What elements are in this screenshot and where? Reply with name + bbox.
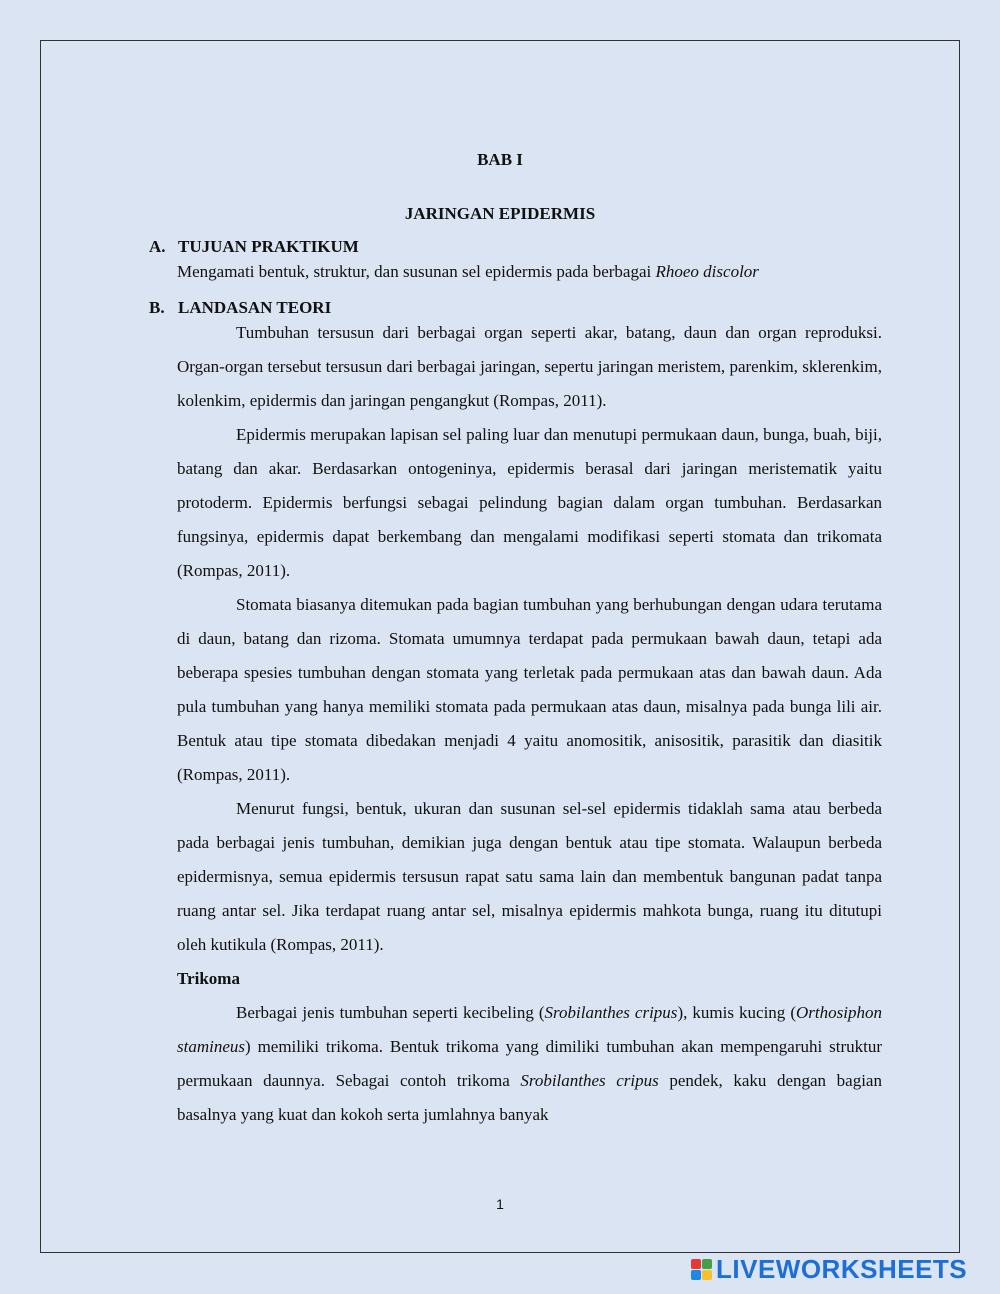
document-page [40,40,960,1253]
section-b-title: LANDASAN TEORI [178,298,332,317]
section-a-title: TUJUAN PRAKTIKUM [178,237,359,256]
chapter-label: BAB I [477,150,523,169]
section-b-heading [149,298,331,318]
logo-square-1 [691,1259,701,1269]
section-b-letter: B. [149,298,165,317]
page-number: 1 [496,1196,504,1212]
p5-species-3: Srobilanthes cripus [520,1071,659,1090]
p5-text-a: Berbagai jenis tumbuhan seperti kecibeling ( [236,1003,545,1022]
p5-species-2: Orthosiphon stamineus [177,1003,882,1056]
paragraph-3: Stomata biasanya ditemukan pada bagian tumbuhan yang berhubungan dengan udara terutama di daun, batang dan rizoma. Stomata umumnya terdapat pada permukaan bawah daun, tetapi ada beberapa spesies tumbuhan dengan stomata yang terletak pada permukaan atas dan bawah daun. Ada pula tumbuhan yang hanya memiliki stomata pada permukaan atas daun, misalnya pada bunga lili air. Bentuk atau tipe stomata dibedakan menjadi 4 yaitu anomositik, anisositik, parasitik dan diasitik (Rompas, 2011). [177,595,882,784]
logo-square-2 [702,1259,712,1269]
paragraph-2: Epidermis merupakan lapisan sel paling luar dan menutupi permukaan daun, bunga, buah, biji, batang dan akar. Berdasarkan ontogeninya, epidermis berasal dari jaringan meristematik yaitu protoderm. Epidermis berfungsi sebagai pelindung bagian dalam organ tumbuhan. Berdasarkan fungsinya, epidermis dapat berkembang dan mengalami modifikasi seperti stomata dan trikomata (Rompas, 2011). [177,425,882,580]
liveworksheets-logo-icon [691,1259,712,1280]
page-title: JARINGAN EPIDERMIS [404,204,596,223]
aim-species: Rhoeo discolor [655,262,759,281]
section-a-heading [149,237,359,257]
section-b-body [177,316,882,1132]
p5-text-e: ) memiliki trikoma. Bentuk trikoma yang dimiliki tumbuhan akan mempengaruhi struktur permukaan daunnya. Sebagai contoh trikoma [177,1037,882,1090]
p5-text-c: ), kumis kucing ( [677,1003,797,1022]
paragraph-1: Tumbuhan tersusun dari berbagai organ seperti akar, batang, daun dan organ reproduksi. Organ-organ tersebut tersusun dari berbagai jaringan, sepertu jaringan meristem, parenkim, sklerenkim, kolenkim, epidermis dan jaringan pengangkut (Rompas, 2011). [177,323,882,410]
section-a-letter: A. [149,237,166,256]
logo-square-3 [691,1270,701,1280]
p5-text-g: pendek, kaku dengan bagian basalnya yang kuat dan kokoh serta jumlahnya banyak [177,1071,882,1124]
paragraph-4: Menurut fungsi, bentuk, ukuran dan susunan sel-sel epidermis tidaklah sama atau berbeda pada berbagai jenis tumbuhan, demikian juga dengan bentuk atau tipe stomata. Walaupun berbeda epidermisnya, semua epidermis tersusun rapat satu sama lain dan membentuk bangunan padat tanpa ruang antar sel. Jika terdapat ruang antar sel, misalnya epidermis mahkota bunga, ruang itu ditutupi oleh kutikula (Rompas, 2011). [177,799,882,954]
trikoma-heading: Trikoma [177,969,240,988]
liveworksheets-logo-text: LIVEWORKSHEETS [716,1253,968,1284]
section-a-text [177,262,759,282]
paragraph-5 [177,996,882,1132]
logo-square-4 [702,1270,712,1280]
liveworksheets-logo [691,1254,967,1284]
p5-species-1: Srobilanthes cripus [544,1003,678,1022]
aim-text: Mengamati bentuk, struktur, dan susunan sel epidermis pada berbagai [177,262,656,281]
